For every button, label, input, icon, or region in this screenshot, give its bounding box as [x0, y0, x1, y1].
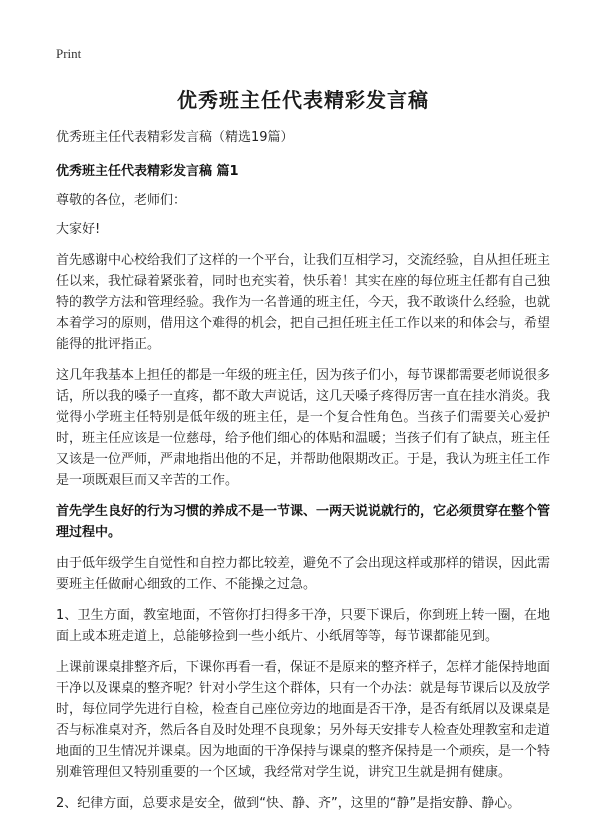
paragraph-hygiene: 1、卫生方面，教室地面，不管你打扫得多干净，只要下课后，你到班上转一圈，在地面上或本班走道上，总能够捡到一些小纸片、小纸屑等等，每节课都能见到。: [56, 608, 550, 644]
document-subtitle: 优秀班主任代表精彩发言稿（精选19篇）: [56, 130, 294, 145]
salutation: 尊敬的各位，老师们：: [56, 193, 187, 208]
paragraph-patience: 由于低年级学生自觉性和自控力都比较差，避免不了会出现这样或那样的错误，因此需要班主任做耐心细致的工作、不能操之过急。: [56, 556, 551, 592]
document-title: 优秀班主任代表精彩发言稿: [177, 88, 429, 112]
paragraph-role: 这几年我基本上担任的都是一年级的班主任，因为孩子们小，每节课都需要老师说很多话，所以我的嗓子一直疼，都不敢大声说话，这几天嗓子疼得厉害一直在挂水消炎。我觉得小学班主任特别是低年级的班主任，是一个复合性角色。当孩子们需要关心爱护时，班主任应该是一位慈母，给予他们细心的体贴和温暖；当孩子们有了缺点，班主任又该是一位严师，严肃地指出他的不足，并帮助他限期改正。于是，我认为班主任工作是一项既艰巨而又辛苦的工作。: [56, 368, 551, 488]
paragraph-habits-heading: 首先学生良好的行为习惯的养成不是一节课、一两天说说就行的，它必须贯穿在整个管理过程中。: [56, 504, 551, 540]
section-heading: 优秀班主任代表精彩发言稿 篇1: [56, 164, 239, 179]
print-link[interactable]: Print: [56, 46, 82, 61]
paragraph-intro: 首先感谢中心校给我们了这样的一个平台，让我们互相学习，交流经验，自从担任班主任以来，我忙碌着紧张着，同时也充实着，快乐着！其实在座的每位班主任都有自己独特的教学方法和管理经验。我作为一名普通的班主任，今天，我不敢谈什么经验，也就本着学习的原则，借用这个难得的机会，把自己担任班主任工作以来的和体会与，希望能得的批评指正。: [56, 253, 551, 352]
greeting: 大家好!: [56, 222, 101, 237]
paragraph-desks: 上课前课桌排整齐后，下课你再看一看，保证不是原来的整齐样子，怎样才能保持地面干净以及课桌的整齐呢？针对小学生这个群体，只有一个办法：就是每节课后以及放学时，每位同学先进行自检，检查自己座位旁边的地面是否干净，是否有纸屑以及课桌是否与标准桌对齐，然后各自及时处理不良现象；另外每天安排专人检查处理教室和走道地面的卫生情况并课桌。因为地面的干净保持与课桌的整齐保持是一个顽疾，是一个特别难管理但又特别重要的一个区域，我经常对学生说，讲究卫生就是拥有健康。: [56, 660, 551, 780]
paragraph-discipline: 2、纪律方面，总要求是安全，做到“快、静、齐”，这里的“静”是指安静、静心。: [56, 796, 521, 811]
